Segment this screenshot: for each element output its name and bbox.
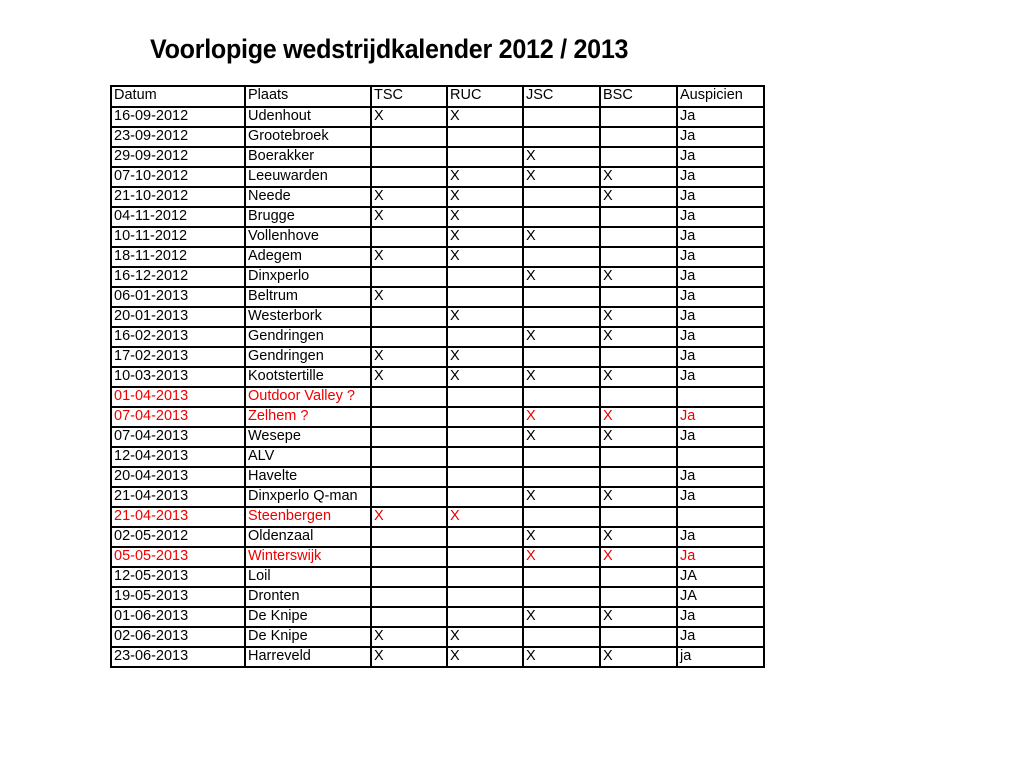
table-row <box>111 447 764 467</box>
cell-datum: 10-03-2013 <box>111 367 245 387</box>
cell-bsc <box>600 347 677 367</box>
cell-auspicien: Ja <box>677 427 764 447</box>
cell-bsc <box>600 207 677 227</box>
cell-tsc <box>371 607 447 627</box>
cell-datum: 21-04-2013 <box>111 487 245 507</box>
cell-tsc: X <box>371 627 447 647</box>
cell-datum: 23-06-2013 <box>111 647 245 667</box>
table-row <box>111 227 764 247</box>
cell-tsc <box>371 127 447 147</box>
table-row <box>111 507 764 527</box>
cell-datum: 07-04-2013 <box>111 407 245 427</box>
cell-jsc: X <box>523 547 600 567</box>
cell-datum: 20-01-2013 <box>111 307 245 327</box>
cell-tsc <box>371 167 447 187</box>
cell-ruc <box>447 447 523 467</box>
cell-datum: 18-11-2012 <box>111 247 245 267</box>
cell-jsc <box>523 587 600 607</box>
cell-auspicien: Ja <box>677 227 764 247</box>
header-row <box>111 86 764 107</box>
cell-bsc <box>600 387 677 407</box>
cell-auspicien: ja <box>677 647 764 667</box>
cell-bsc <box>600 227 677 247</box>
cell-plaats: Harreveld <box>245 647 371 667</box>
cell-ruc: X <box>447 367 523 387</box>
cell-ruc: X <box>447 207 523 227</box>
cell-ruc: X <box>447 187 523 207</box>
table-row <box>111 127 764 147</box>
cell-bsc <box>600 467 677 487</box>
cell-plaats: ALV <box>245 447 371 467</box>
cell-bsc <box>600 627 677 647</box>
header-jsc: JSC <box>523 86 600 107</box>
cell-auspicien: Ja <box>677 347 764 367</box>
cell-jsc <box>523 347 600 367</box>
cell-plaats: Brugge <box>245 207 371 227</box>
cell-tsc <box>371 487 447 507</box>
cell-jsc <box>523 507 600 527</box>
cell-tsc <box>371 267 447 287</box>
cell-jsc: X <box>523 227 600 247</box>
cell-datum: 20-04-2013 <box>111 467 245 487</box>
cell-plaats: Dinxperlo Q-man <box>245 487 371 507</box>
header-auspicien: Auspicien <box>677 86 764 107</box>
cell-datum: 02-06-2013 <box>111 627 245 647</box>
cell-plaats: De Knipe <box>245 627 371 647</box>
cell-tsc <box>371 407 447 427</box>
cell-auspicien <box>677 447 764 467</box>
cell-bsc <box>600 447 677 467</box>
table-row <box>111 247 764 267</box>
cell-tsc <box>371 527 447 547</box>
table-row <box>111 207 764 227</box>
cell-ruc <box>447 567 523 587</box>
cell-jsc: X <box>523 647 600 667</box>
cell-plaats: Outdoor Valley ? <box>245 387 371 407</box>
cell-plaats: Oldenzaal <box>245 527 371 547</box>
cell-datum: 29-09-2012 <box>111 147 245 167</box>
cell-ruc: X <box>447 107 523 127</box>
cell-auspicien: Ja <box>677 327 764 347</box>
cell-auspicien: JA <box>677 567 764 587</box>
cell-plaats: Adegem <box>245 247 371 267</box>
cell-ruc <box>447 127 523 147</box>
cell-ruc <box>447 487 523 507</box>
cell-datum: 01-04-2013 <box>111 387 245 407</box>
table-row <box>111 647 764 667</box>
cell-datum: 19-05-2013 <box>111 587 245 607</box>
cell-bsc <box>600 287 677 307</box>
cell-auspicien: Ja <box>677 547 764 567</box>
cell-auspicien: Ja <box>677 187 764 207</box>
cell-tsc <box>371 227 447 247</box>
cell-auspicien: Ja <box>677 467 764 487</box>
cell-datum: 04-11-2012 <box>111 207 245 227</box>
cell-bsc: X <box>600 527 677 547</box>
cell-ruc: X <box>447 627 523 647</box>
cell-auspicien: Ja <box>677 367 764 387</box>
cell-tsc <box>371 307 447 327</box>
cell-tsc <box>371 547 447 567</box>
cell-datum: 17-02-2013 <box>111 347 245 367</box>
cell-bsc: X <box>600 607 677 627</box>
cell-datum: 06-01-2013 <box>111 287 245 307</box>
cell-jsc: X <box>523 267 600 287</box>
cell-auspicien: Ja <box>677 207 764 227</box>
cell-ruc <box>447 267 523 287</box>
cell-bsc <box>600 587 677 607</box>
cell-tsc <box>371 427 447 447</box>
cell-plaats: Wesepe <box>245 427 371 447</box>
cell-jsc: X <box>523 367 600 387</box>
table-row <box>111 187 764 207</box>
cell-jsc <box>523 307 600 327</box>
cell-jsc: X <box>523 167 600 187</box>
table-row <box>111 307 764 327</box>
table-row <box>111 427 764 447</box>
cell-datum: 12-05-2013 <box>111 567 245 587</box>
cell-plaats: Udenhout <box>245 107 371 127</box>
cell-auspicien: Ja <box>677 627 764 647</box>
cell-jsc <box>523 287 600 307</box>
cell-plaats: Gendringen <box>245 347 371 367</box>
cell-bsc: X <box>600 167 677 187</box>
cell-bsc <box>600 247 677 267</box>
calendar-body <box>111 107 764 667</box>
cell-bsc: X <box>600 267 677 287</box>
cell-bsc <box>600 107 677 127</box>
table-row <box>111 407 764 427</box>
cell-tsc: X <box>371 207 447 227</box>
cell-ruc: X <box>447 307 523 327</box>
cell-bsc: X <box>600 327 677 347</box>
cell-auspicien: Ja <box>677 127 764 147</box>
cell-ruc <box>447 467 523 487</box>
header-ruc: RUC <box>447 86 523 107</box>
table-row <box>111 527 764 547</box>
cell-plaats: Loil <box>245 567 371 587</box>
cell-tsc: X <box>371 247 447 267</box>
cell-datum: 05-05-2013 <box>111 547 245 567</box>
cell-datum: 01-06-2013 <box>111 607 245 627</box>
cell-ruc <box>447 327 523 347</box>
cell-auspicien <box>677 387 764 407</box>
cell-tsc: X <box>371 107 447 127</box>
cell-plaats: Steenbergen <box>245 507 371 527</box>
cell-datum: 21-10-2012 <box>111 187 245 207</box>
cell-bsc: X <box>600 547 677 567</box>
cell-tsc <box>371 327 447 347</box>
table-row <box>111 547 764 567</box>
cell-jsc <box>523 467 600 487</box>
cell-plaats: De Knipe <box>245 607 371 627</box>
table-row <box>111 267 764 287</box>
cell-auspicien: Ja <box>677 487 764 507</box>
cell-plaats: Grootebroek <box>245 127 371 147</box>
cell-auspicien: Ja <box>677 527 764 547</box>
cell-jsc <box>523 127 600 147</box>
header-datum: Datum <box>111 86 245 107</box>
cell-bsc: X <box>600 367 677 387</box>
cell-ruc <box>447 607 523 627</box>
cell-auspicien: Ja <box>677 287 764 307</box>
cell-tsc <box>371 387 447 407</box>
cell-datum: 23-09-2012 <box>111 127 245 147</box>
table-row <box>111 287 764 307</box>
cell-ruc <box>447 547 523 567</box>
page-title: Voorlopige wedstrijdkalender 2012 / 2013 <box>150 34 629 64</box>
cell-plaats: Gendringen <box>245 327 371 347</box>
cell-jsc: X <box>523 487 600 507</box>
cell-bsc: X <box>600 427 677 447</box>
cell-tsc <box>371 147 447 167</box>
cell-tsc: X <box>371 287 447 307</box>
cell-auspicien: Ja <box>677 147 764 167</box>
cell-auspicien <box>677 507 764 527</box>
cell-plaats: Zelhem ? <box>245 407 371 427</box>
cell-jsc: X <box>523 407 600 427</box>
header-plaats: Plaats <box>245 86 371 107</box>
table-row <box>111 627 764 647</box>
calendar-table <box>110 85 765 668</box>
cell-bsc <box>600 507 677 527</box>
cell-jsc <box>523 567 600 587</box>
cell-ruc: X <box>447 167 523 187</box>
cell-bsc: X <box>600 307 677 327</box>
cell-auspicien: Ja <box>677 407 764 427</box>
cell-datum: 07-04-2013 <box>111 427 245 447</box>
table-row <box>111 367 764 387</box>
cell-tsc <box>371 567 447 587</box>
cell-ruc: X <box>447 247 523 267</box>
cell-tsc: X <box>371 187 447 207</box>
cell-ruc <box>447 147 523 167</box>
cell-jsc <box>523 247 600 267</box>
cell-ruc: X <box>447 227 523 247</box>
cell-ruc <box>447 287 523 307</box>
cell-tsc: X <box>371 347 447 367</box>
table-row <box>111 107 764 127</box>
cell-plaats: Vollenhove <box>245 227 371 247</box>
cell-jsc <box>523 627 600 647</box>
table-row <box>111 147 764 167</box>
cell-jsc <box>523 387 600 407</box>
table-row <box>111 347 764 367</box>
cell-tsc: X <box>371 367 447 387</box>
cell-auspicien: Ja <box>677 307 764 327</box>
cell-plaats: Neede <box>245 187 371 207</box>
table-row <box>111 487 764 507</box>
cell-plaats: Kootstertille <box>245 367 371 387</box>
table-row <box>111 387 764 407</box>
cell-plaats: Havelte <box>245 467 371 487</box>
cell-jsc: X <box>523 427 600 447</box>
cell-bsc <box>600 567 677 587</box>
cell-datum: 12-04-2013 <box>111 447 245 467</box>
cell-bsc <box>600 147 677 167</box>
cell-jsc <box>523 447 600 467</box>
cell-auspicien: JA <box>677 587 764 607</box>
cell-bsc: X <box>600 487 677 507</box>
cell-ruc: X <box>447 347 523 367</box>
cell-ruc <box>447 587 523 607</box>
header-bsc: BSC <box>600 86 677 107</box>
cell-datum: 21-04-2013 <box>111 507 245 527</box>
cell-bsc <box>600 127 677 147</box>
cell-datum: 07-10-2012 <box>111 167 245 187</box>
cell-tsc: X <box>371 507 447 527</box>
cell-datum: 10-11-2012 <box>111 227 245 247</box>
cell-tsc: X <box>371 647 447 667</box>
cell-datum: 02-05-2012 <box>111 527 245 547</box>
cell-ruc <box>447 427 523 447</box>
cell-bsc: X <box>600 187 677 207</box>
cell-datum: 16-02-2013 <box>111 327 245 347</box>
cell-tsc <box>371 587 447 607</box>
cell-plaats: Beltrum <box>245 287 371 307</box>
table-row <box>111 607 764 627</box>
cell-jsc: X <box>523 327 600 347</box>
cell-plaats: Dinxperlo <box>245 267 371 287</box>
cell-auspicien: Ja <box>677 107 764 127</box>
cell-jsc: X <box>523 147 600 167</box>
cell-plaats: Winterswijk <box>245 547 371 567</box>
cell-plaats: Westerbork <box>245 307 371 327</box>
header-tsc: TSC <box>371 86 447 107</box>
cell-jsc: X <box>523 527 600 547</box>
cell-jsc <box>523 207 600 227</box>
cell-ruc: X <box>447 647 523 667</box>
cell-jsc <box>523 107 600 127</box>
table-row <box>111 167 764 187</box>
cell-ruc <box>447 527 523 547</box>
cell-plaats: Boerakker <box>245 147 371 167</box>
cell-ruc <box>447 407 523 427</box>
table-row <box>111 467 764 487</box>
cell-ruc <box>447 387 523 407</box>
table-row <box>111 567 764 587</box>
cell-plaats: Leeuwarden <box>245 167 371 187</box>
cell-jsc <box>523 187 600 207</box>
cell-auspicien: Ja <box>677 267 764 287</box>
cell-plaats: Dronten <box>245 587 371 607</box>
cell-tsc <box>371 447 447 467</box>
cell-datum: 16-09-2012 <box>111 107 245 127</box>
cell-auspicien: Ja <box>677 607 764 627</box>
cell-bsc: X <box>600 407 677 427</box>
table-row <box>111 327 764 347</box>
cell-ruc: X <box>447 507 523 527</box>
table-row <box>111 587 764 607</box>
cell-auspicien: Ja <box>677 167 764 187</box>
cell-tsc <box>371 467 447 487</box>
cell-jsc: X <box>523 607 600 627</box>
cell-datum: 16-12-2012 <box>111 267 245 287</box>
cell-auspicien: Ja <box>677 247 764 267</box>
cell-bsc: X <box>600 647 677 667</box>
